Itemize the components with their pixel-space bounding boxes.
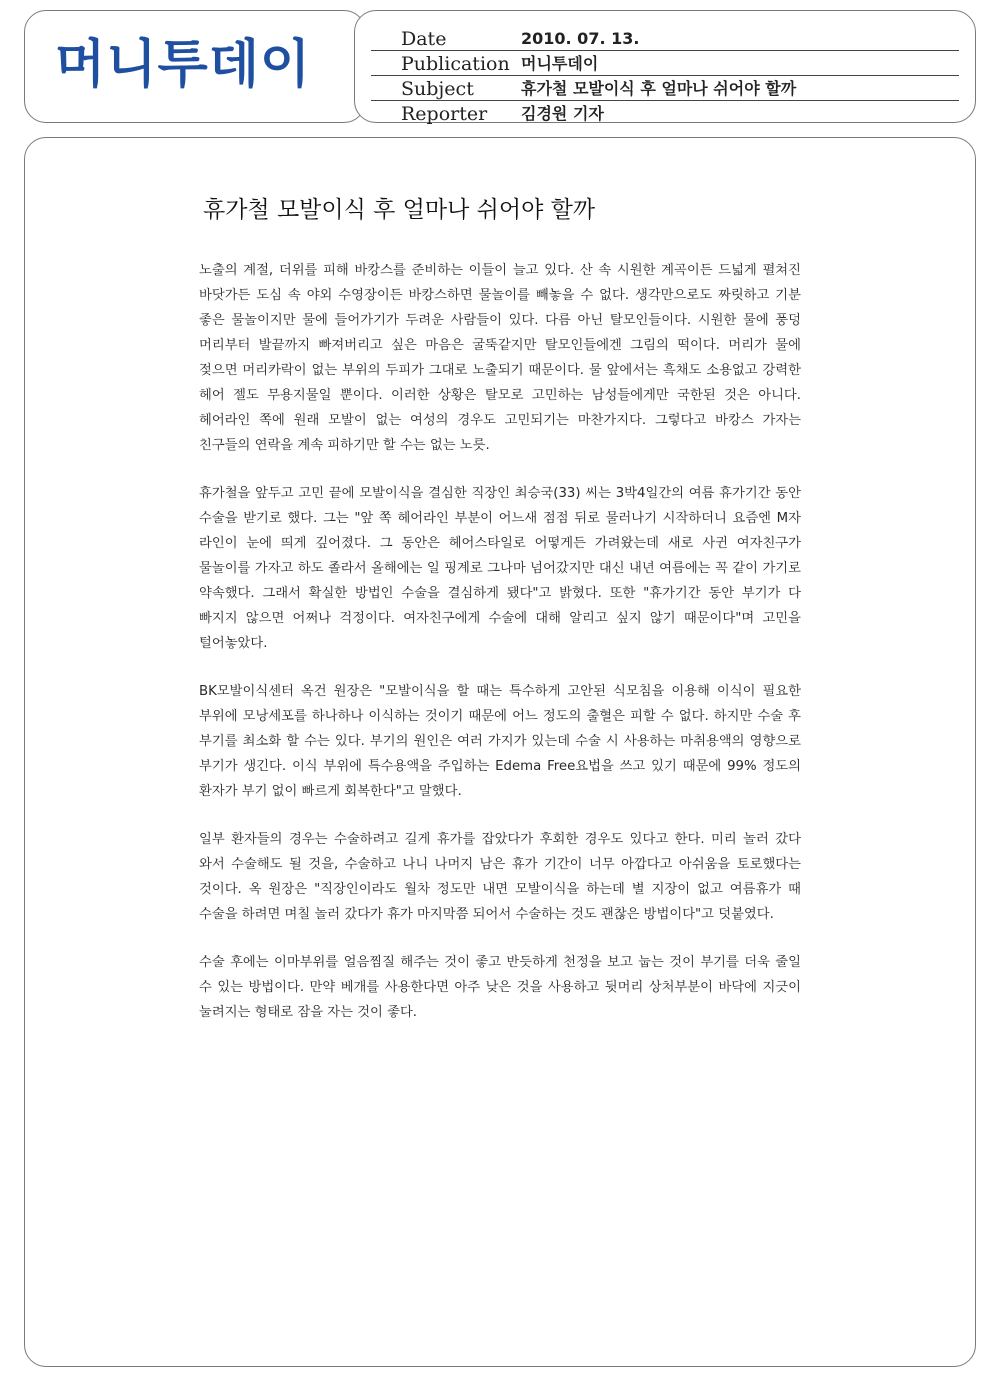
meta-value-date: 2010. 07. 13. [521, 29, 640, 48]
meta-label: Publication [401, 53, 510, 75]
meta-value-subject: 휴가철 모발이식 후 얼마나 쉬어야 할까 [521, 79, 797, 98]
meta-label: Reporter [401, 103, 488, 125]
article-paragraph: 수술 후에는 이마부위를 얼음찜질 해주는 것이 좋고 반듯하게 천정을 보고 눕는 것이 부기를 더욱 줄일 수 있는 방법이다. 만약 베개를 사용한다면 아주 낮은 것을 사용하고 뒷머리 상처부분이 바닥에 지긋이 눌려지는 형태로 잠을 자는 것이 좋다. [199, 955, 801, 1020]
article-paragraph: 일부 환자들의 경우는 수술하려고 길게 휴가를 잡았다가 후회한 경우도 있다고 한다. 미리 놀러 갔다 와서 수술해도 될 것을, 수술하고 나니 나머지 남은 휴가 기간이 너무 아깝다고 아쉬움을 토로했다는 것이다. 옥 원장은 "직장인이라도 월차 정도만 내면 모발이식을 하는데 별 지장이 없고 여름휴가 때 수술을 하려면 며칠 놀러 갔다가 휴가 마지막쯤 되어서 수술하는 것도 괜찮은 방법이다"고 덧붙였다. [199, 832, 801, 922]
meta-value-publication: 머니투데이 [521, 54, 599, 73]
logo-panel [24, 10, 366, 123]
article-paragraph: BK모발이식센터 옥건 원장은 "모발이식을 할 때는 특수하게 고안된 식모침을 이용해 이식이 필요한 부위에 모낭세포를 하나하나 이식하는 것이기 때문에 어느 정도의 출혈은 피할 수 없다. 하지만 수술 후 부기를 최소화 할 수는 있다. 부기의 원인은 여러 가지가 있는데 수술 시 사용하는 마취용액의 영향으로 부기가 생긴다. 이식 부위에 특수용액을 주입하는 Edema Free요법을 쓰고 있기 때문에 99% 정도의 환자가 부기 없이 빠르게 회복한다"고 말했다. [199, 684, 801, 799]
article-body [199, 258, 801, 1048]
meta-label: Date [401, 28, 447, 50]
meta-row-reporter [371, 100, 959, 125]
article-paragraph: 노출의 계절, 더위를 피해 바캉스를 준비하는 이들이 늘고 있다. 산 속 시원한 계곡이든 드넓게 펼쳐진 바닷가든 도심 속 야외 수영장이든 바캉스하면 물놀이를 빼놓을 수 없다. 생각만으로도 짜릿하고 기분 좋은 물놀이지만 물에 들어가기가 두려운 사람들이 있다. 다름 아닌 탈모인들이다. 시원한 물에 풍덩 머리부터 발끝까지 빠져버리고 싶은 마음은 굴뚝같지만 탈모인들에겐 그림의 떡이다. 머리가 물에 젖으면 머리카락이 없는 부위의 두피가 그대로 노출되기 때문이다. 물 앞에서는 흑채도 소용없고 강력한 헤어 젤도 무용지물일 뿐이다. 이러한 상황은 탈모로 고민하는 남성들에게만 국한된 것은 아니다. 헤어라인 쪽에 원래 모발이 없는 여성의 경우도 고민되기는 마찬가지다. 그렇다고 바캉스 가자는 친구들의 연락을 계속 피하기만 할 수는 없는 노릇. [199, 263, 801, 453]
meta-label: Subject [401, 78, 474, 100]
meta-row-date [371, 25, 959, 51]
meta-row-publication [371, 50, 959, 76]
meta-row-subject [371, 75, 959, 101]
article-paragraph: 휴가철을 앞두고 고민 끝에 모발이식을 결심한 직장인 최승국(33) 씨는 3박4일간의 여름 휴가기간 동안 수술을 받기로 했다. 그는 "앞 쪽 헤어라인 부분이 어느새 점점 뒤로 물러나기 시작하더니 요즘엔 M자 라인이 눈에 띄게 깊어졌다. 그 동안은 헤어스타일로 어떻게든 가려왔는데 새로 사귄 여자친구가 물놀이를 가자고 하도 졸라서 올해에는 일 핑계로 그나마 넘어갔지만 대신 내년 여름에는 꼭 같이 가기로 약속했다. 그래서 확실한 방법인 수술을 결심하게 됐다"고 밝혔다. 또한 "휴가기간 동안 부기가 다 빠지지 않으면 어쩌나 걱정이다. 여자친구에게 수술에 대해 알리고 싶지 않기 때문이다"며 고민을 털어놓았다. [199, 486, 801, 651]
article-title: 휴가철 모발이식 후 얼마나 쉬어야 할까 [203, 197, 596, 223]
publication-logo: 머니투데이 [55, 35, 312, 95]
article-panel [24, 137, 976, 1367]
meta-value-reporter: 김경원 기자 [521, 104, 604, 123]
meta-panel [354, 10, 976, 123]
